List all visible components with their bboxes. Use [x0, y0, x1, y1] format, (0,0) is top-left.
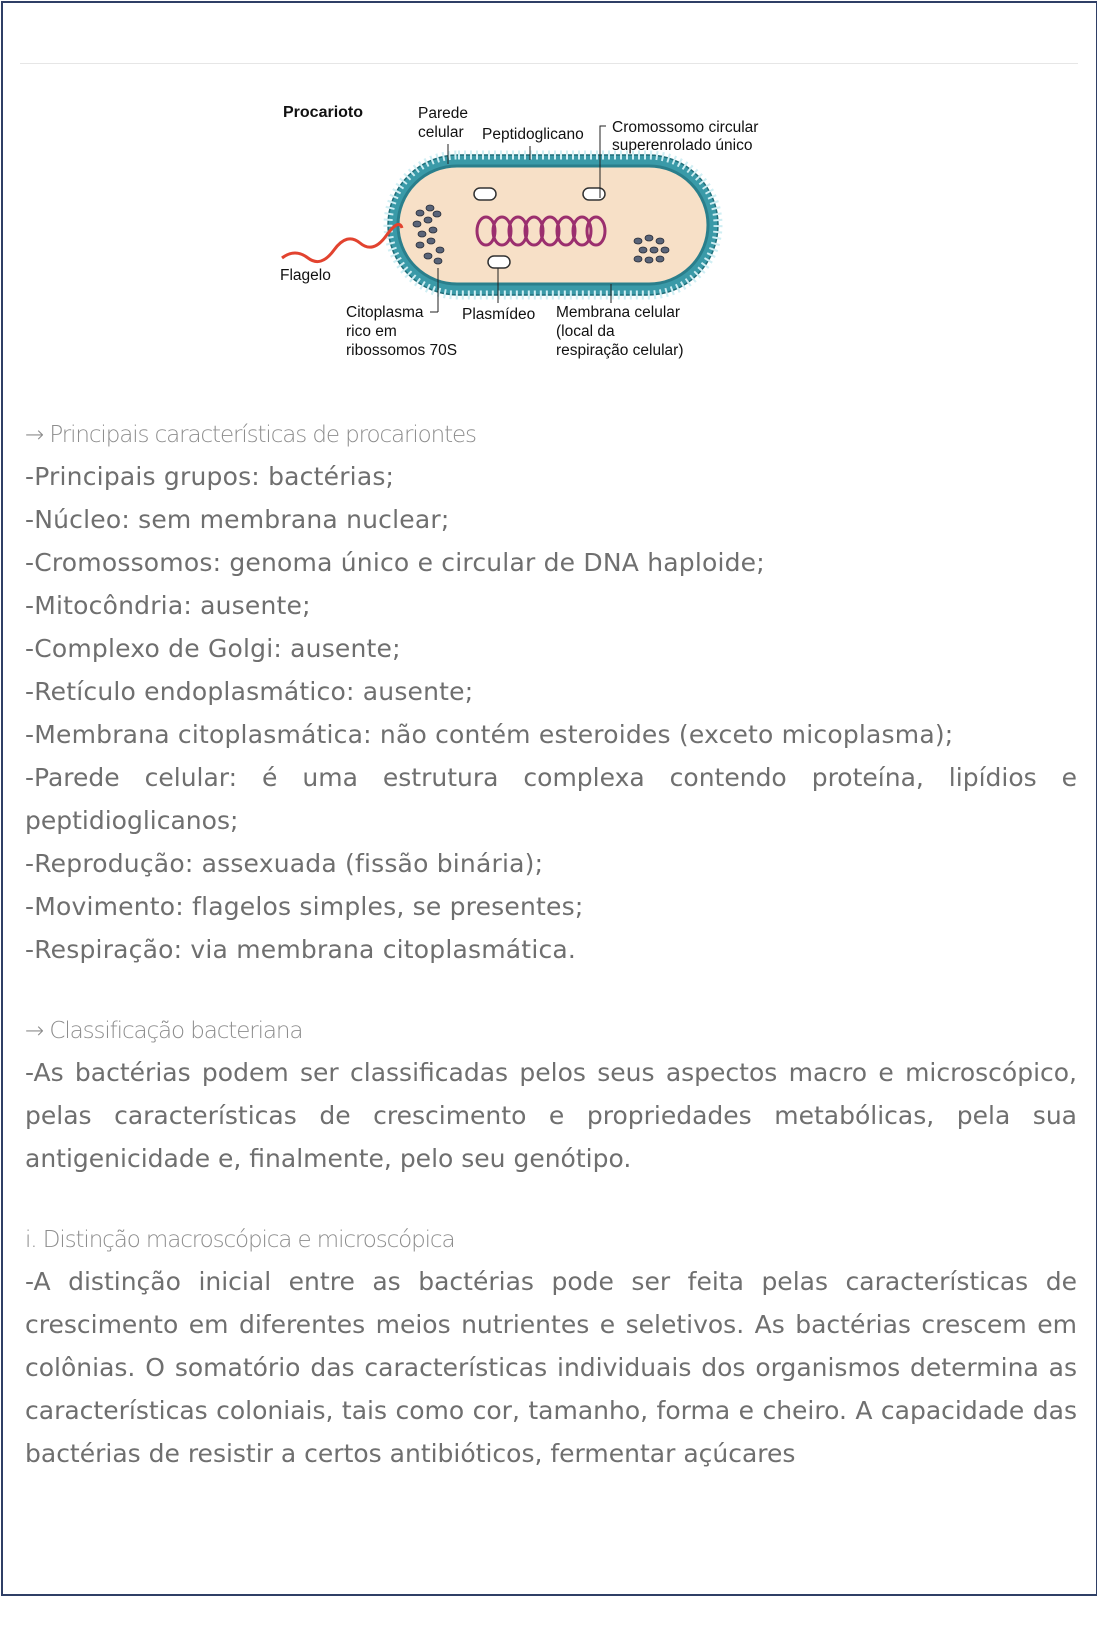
section-heading-procariontes: → Principais características de procariontes: [25, 422, 476, 448]
label-plasmideo: Plasmídeo: [462, 306, 536, 323]
label-cromossomo-2: superenrolado único: [612, 137, 753, 154]
flagellum: [282, 224, 402, 261]
list-item: -Cromossomos: genoma único e circular de DNA haploide;: [25, 548, 765, 577]
label-citoplasma-1: Citoplasma: [346, 304, 424, 321]
list-item: -Reprodução: assexuada (fissão binária);: [25, 849, 544, 878]
list-item: -Membrana citoplasmática: não contém esteroides (exceto micoplasma);: [25, 720, 954, 749]
list-item: -Núcleo: sem membrana nuclear;: [25, 505, 450, 534]
paragraph-distincao: -A distinção inicial entre as bactérias pode ser feita pelas características de crescimento em diferentes meios nutrientes e seletivos. As bactérias crescem em colônias. O somatório das características individuais dos organismos determina as características coloniais, tais como cor, tamanho, forma e cheiro. A capacidade das bactérias de resistir a certos antibióticos, fermentar açúcares: [25, 1267, 1077, 1468]
label-flagelo: Flagelo: [280, 267, 331, 284]
section-heading-classificacao: → Classificação bacteriana: [25, 1018, 303, 1044]
label-parede-2: celular: [418, 124, 464, 141]
paragraph-classificacao: -As bactérias podem ser classificadas pelos seus aspectos macro e microscópico, pelas características de crescimento e propriedades metabólicas, pela sua antigenicidade e, finalmente, pelo seu genótipo.: [25, 1058, 1077, 1173]
text-content: [25, 415, 1077, 1475]
cytoplasm: [398, 166, 708, 284]
list-item: -Respiração: via membrana citoplasmática.: [25, 935, 577, 964]
label-membrana-3: respiração celular): [556, 342, 684, 359]
label-peptidoglicano: Peptidoglicano: [482, 126, 584, 143]
prokaryote-diagram: [280, 100, 820, 380]
plasmid: [583, 188, 605, 200]
list-item: -Parede celular: é uma estrutura complexa contendo proteína, lipídios e peptidioglicanos;: [25, 763, 1077, 835]
list-item: -Principais grupos: bactérias;: [25, 462, 395, 491]
label-membrana-1: Membrana celular: [556, 304, 681, 321]
prokaryote-diagram-svg: [280, 100, 820, 380]
list-item: -Complexo de Golgi: ausente;: [25, 634, 401, 663]
plasmid: [474, 188, 496, 200]
top-divider: [20, 63, 1078, 64]
list-item: -Retículo endoplasmático: ausente;: [25, 677, 474, 706]
ribosomes-right: [634, 235, 669, 263]
list-item: -Movimento: flagelos simples, se presentes;: [25, 892, 584, 921]
label-citoplasma-3: ribossomos 70S: [346, 342, 458, 359]
label-membrana-2: (local da: [556, 323, 615, 340]
label-cromossomo-1: Cromossomo circular: [612, 119, 759, 136]
label-parede-1: Parede: [418, 105, 468, 122]
label-citoplasma-2: rico em: [346, 323, 397, 340]
section-heading-distincao: i. Distinção macroscópica e microscópica: [25, 1227, 455, 1253]
list-item: -Mitocôndria: ausente;: [25, 591, 311, 620]
plasmid: [488, 256, 510, 268]
diagram-title: Procarioto: [283, 104, 364, 121]
